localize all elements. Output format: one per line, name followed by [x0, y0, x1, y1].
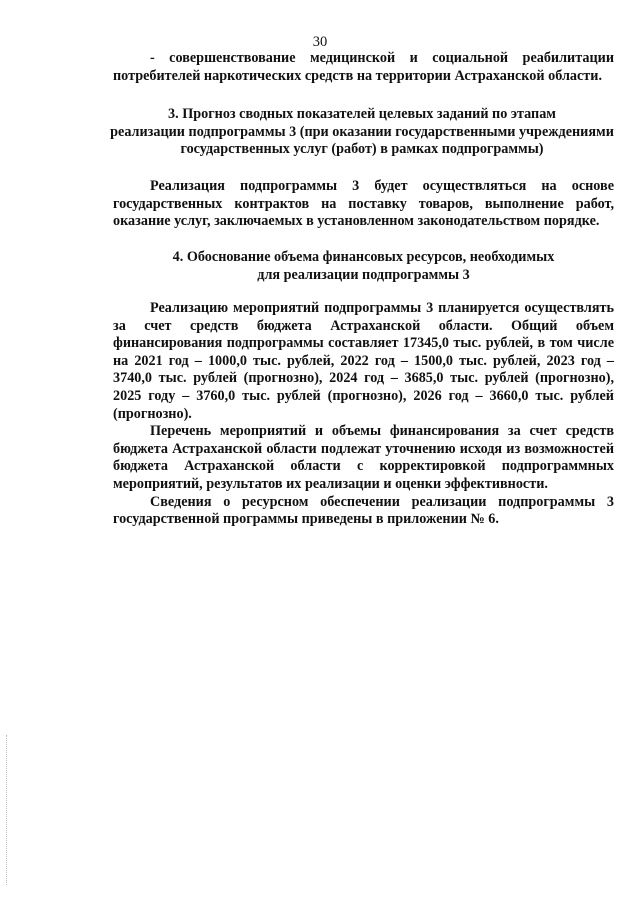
section-3-body [113, 178, 614, 231]
section-4-paragraph-1: Реализацию мероприятий подпрограммы 3 планируется осуществлять за счет средств бюджета Астраханской области. Общий объем финансирования подпрограммы составляет 17345,0 тыс. рублей, в том числе на 2021 год – 1000,0 тыс. рублей, 2022 год – 1500,0 тыс. рублей, 2023 год – 3740,0 тыс. рублей (прогнозно), 2024 год – 3685,0 тыс. рублей (прогнозно), 2025 году – 3760,0 тыс. рублей (прогнозно), 2026 год – 3660,0 тыс. рублей (прогнозно). [113, 300, 614, 422]
section-4-heading-line-1: 4. Обоснование объема финансовых ресурсов, необходимых [172, 249, 555, 265]
intro-line-2: потребителей наркотических средств на территории Астраханской области. [113, 67, 602, 84]
section-3-heading-line-3: государственных услуг (работ) в рамках подпрограммы) [180, 141, 544, 158]
section-3-heading-line-2: реализации подпрограммы 3 (при оказании государственными учреждениями [110, 123, 614, 140]
section-3-heading [108, 106, 616, 159]
section-4-body [113, 300, 614, 529]
section-3-paragraph: Реализация подпрограммы 3 будет осуществляться на основе государственных контрактов на поставку товаров, выполнение работ, оказание услуг, заключаемых в установленном законодательством порядке. [113, 178, 614, 230]
scan-margin-artifact [6, 735, 7, 885]
section-4-heading [113, 249, 614, 284]
section-4-paragraph-3: Сведения о ресурсном обеспечении реализации подпрограммы 3 государственной программы приведены в приложении № 6. [113, 493, 614, 528]
section-3-heading-line-1: 3. Прогноз сводных показателей целевых заданий по этапам [168, 106, 556, 122]
section-4-heading-line-2: для реализации подпрограммы 3 [257, 266, 470, 283]
intro-line-1: - совершенствование медицинской и социальной реабилитации [150, 50, 614, 66]
section-4-paragraph-2: Перечень мероприятий и объемы финансирования за счет средств бюджета Астраханской области подлежат уточнению исходя из возможностей бюджета Астраханской области с корректировкой подпрограммных мероприятий, результатов их реализации и оценки эффективности. [113, 423, 614, 492]
page-number: 30 [312, 34, 328, 50]
intro-block [113, 50, 614, 85]
